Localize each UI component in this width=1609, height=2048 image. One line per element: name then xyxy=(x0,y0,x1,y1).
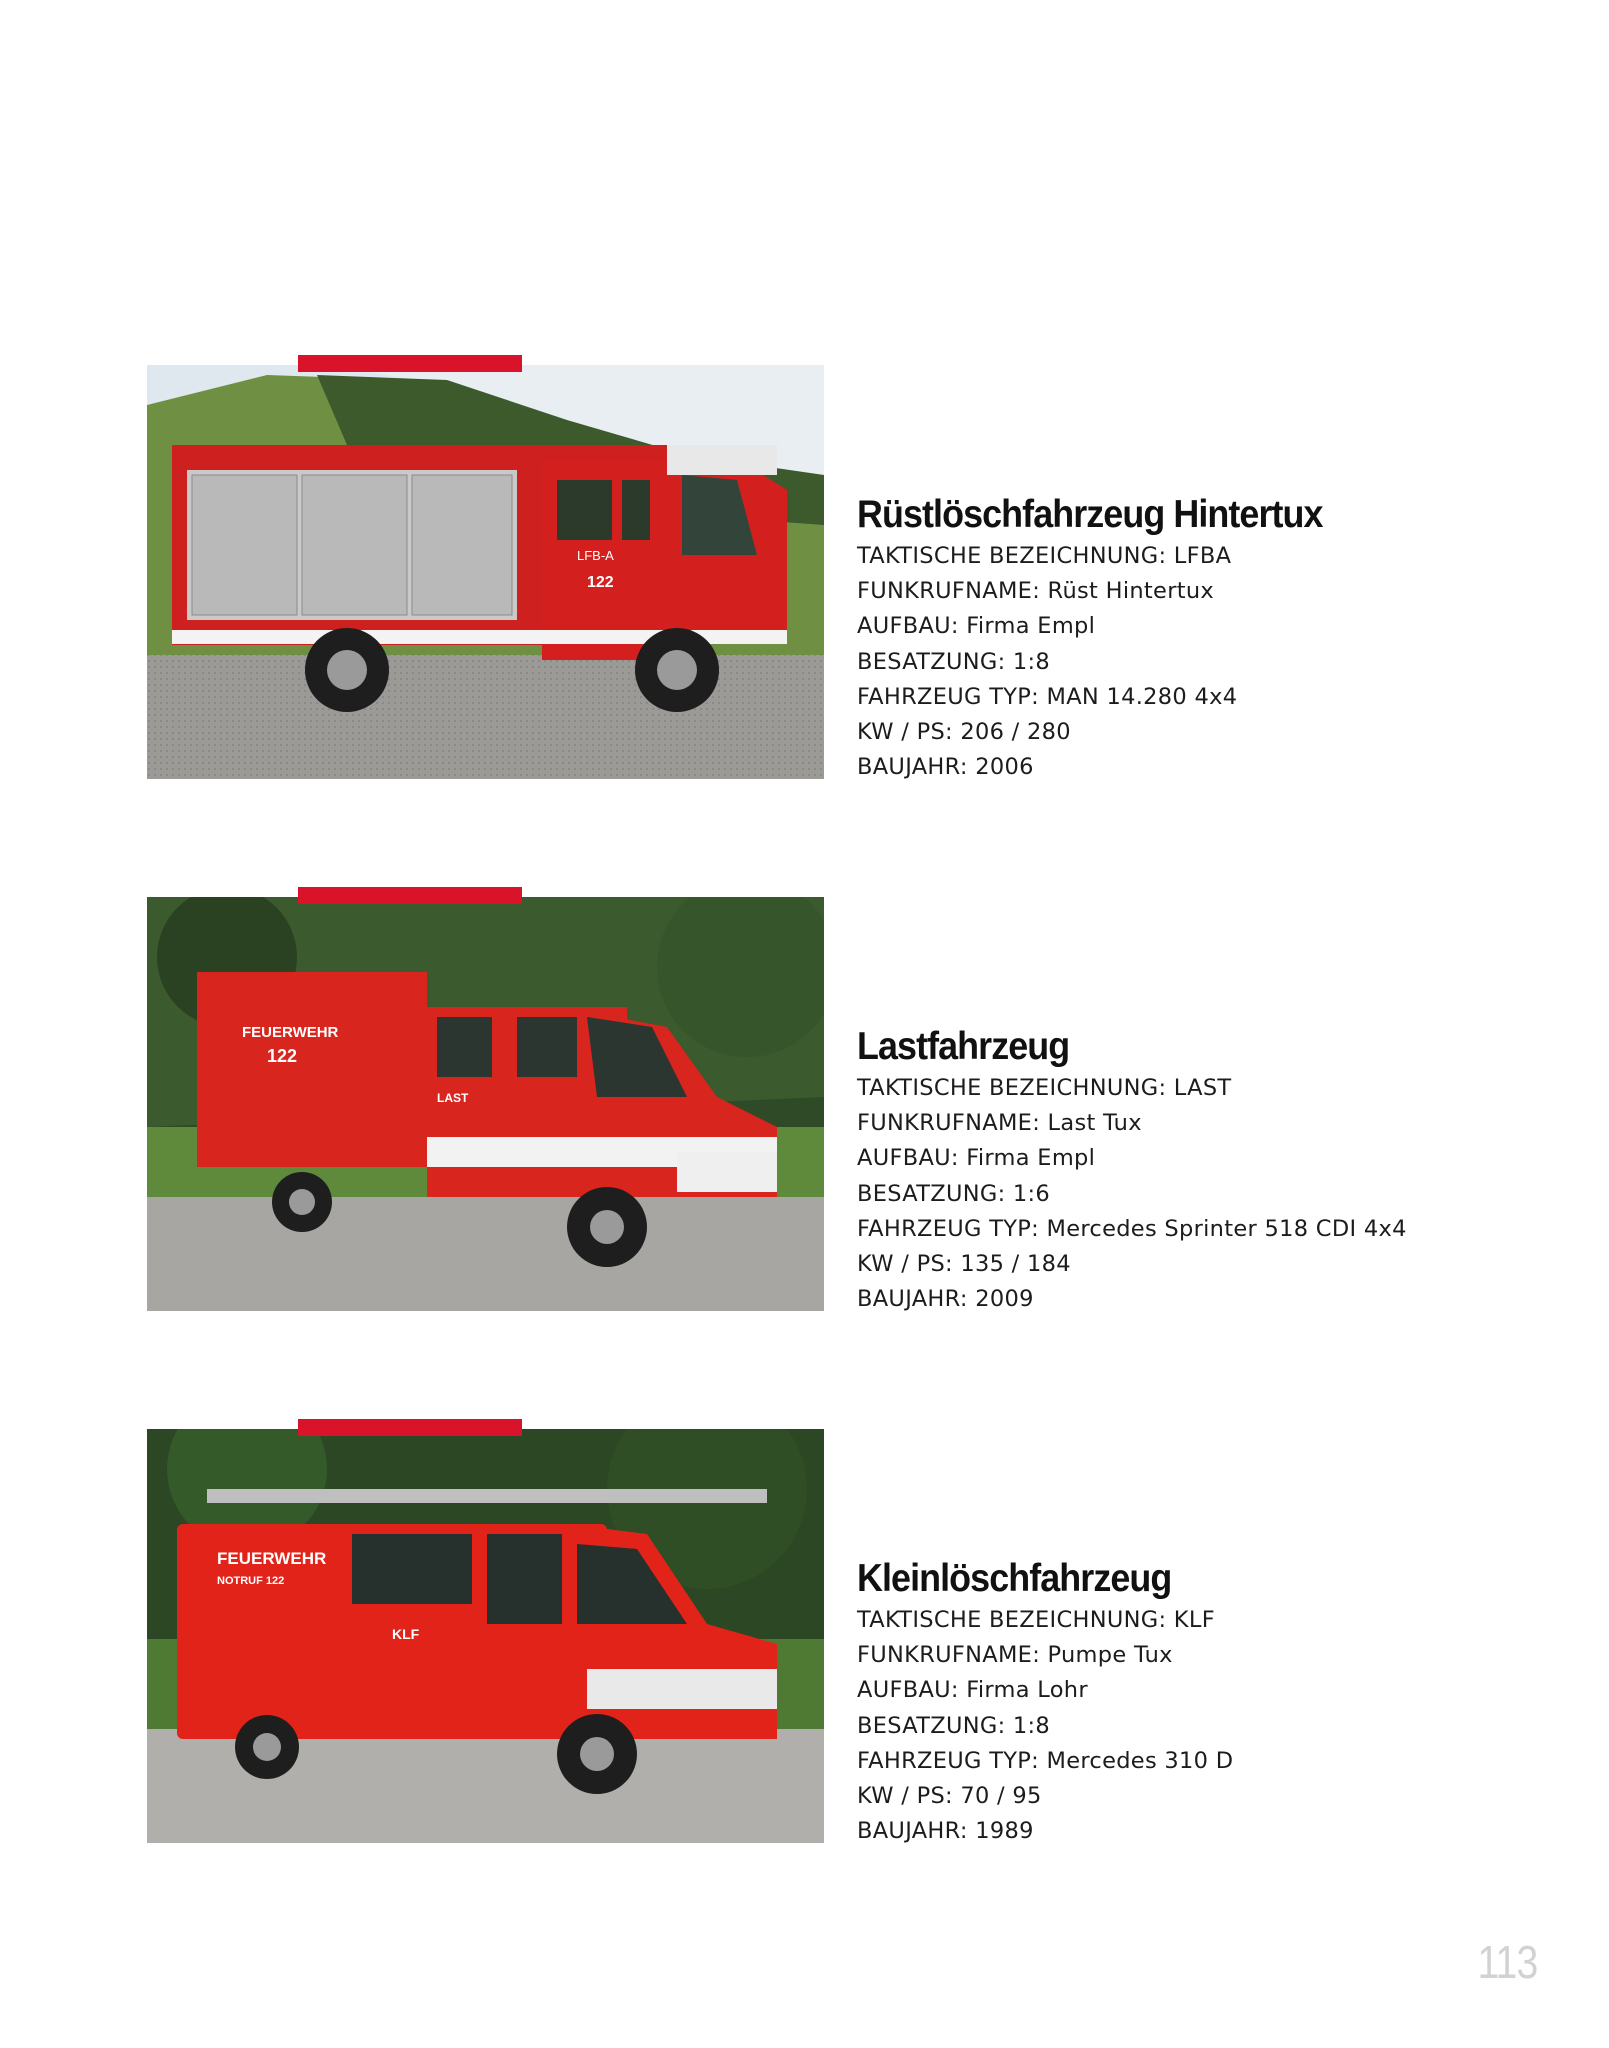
photo-text-last: LAST xyxy=(437,1091,469,1105)
vehicle-info-3 xyxy=(857,1557,1557,1849)
spec-besatzung: BESATZUNG: 1:8 xyxy=(857,648,1051,675)
vehicle-title: Kleinlöschfahrzeug xyxy=(857,1557,1172,1600)
spec-kw-ps: KW / PS: 135 / 184 xyxy=(857,1251,1071,1278)
spec-funkrufname: FUNKRUFNAME: Last Tux xyxy=(857,1110,1142,1137)
photo-text-lfba: LFB-A xyxy=(577,548,614,563)
photo-text-feuerwehr: FEUERWEHR xyxy=(242,1024,339,1041)
page-number: 113 xyxy=(1477,1936,1537,1988)
spec-aufbau: AUFBAU: Firma Empl xyxy=(857,613,1096,640)
photo-text-klf: KLF xyxy=(392,1626,420,1642)
photo-text-122: 122 xyxy=(267,1046,298,1066)
spec-fahrzeug-typ: FAHRZEUG TYP: Mercedes 310 D xyxy=(857,1747,1234,1774)
spec-aufbau: AUFBAU: Firma Empl xyxy=(857,1145,1096,1172)
spec-fahrzeug-typ: FAHRZEUG TYP: MAN 14.280 4x4 xyxy=(857,683,1238,710)
photo-text-122: 122 xyxy=(587,574,614,591)
vehicle-info-2 xyxy=(857,1025,1557,1317)
spec-baujahr: BAUJAHR: 1989 xyxy=(857,1818,1034,1845)
spec-kw-ps: KW / PS: 206 / 280 xyxy=(857,719,1071,746)
vehicle-entry-2 xyxy=(0,897,1609,1327)
spec-fahrzeug-typ: FAHRZEUG TYP: Mercedes Sprinter 518 CDI 4x4 xyxy=(857,1215,1407,1242)
spec-besatzung: BESATZUNG: 1:8 xyxy=(857,1712,1051,1739)
vehicle-photo-1 xyxy=(147,365,824,779)
vehicle-title: Lastfahrzeug xyxy=(857,1025,1070,1068)
spec-kw-ps: KW / PS: 70 / 95 xyxy=(857,1783,1042,1810)
photo-text-notruf: NOTRUF 122 xyxy=(217,1575,285,1587)
spec-besatzung: BESATZUNG: 1:6 xyxy=(857,1180,1051,1207)
vehicle-photo-3 xyxy=(147,1429,824,1843)
spec-aufbau: AUFBAU: Firma Lohr xyxy=(857,1677,1088,1704)
vehicle-entry-1 xyxy=(0,365,1609,795)
spec-funkrufname: FUNKRUFNAME: Rüst Hintertux xyxy=(857,578,1215,605)
vehicle-title: Rüstlöschfahrzeug Hintertux xyxy=(857,493,1323,536)
spec-taktische-bezeichnung: TAKTISCHE BEZEICHNUNG: KLF xyxy=(857,1607,1215,1633)
photo-text-feuerwehr: FEUERWEHR xyxy=(217,1549,327,1568)
vehicle-photo-2 xyxy=(147,897,824,1311)
vehicle-entry-3 xyxy=(0,1429,1609,1859)
spec-funkrufname: FUNKRUFNAME: Pumpe Tux xyxy=(857,1642,1173,1669)
spec-baujahr: BAUJAHR: 2006 xyxy=(857,754,1034,781)
accent-bar xyxy=(298,887,522,904)
spec-baujahr: BAUJAHR: 2009 xyxy=(857,1286,1034,1313)
accent-bar xyxy=(298,1419,522,1436)
spec-taktische-bezeichnung: TAKTISCHE BEZEICHNUNG: LAST xyxy=(857,1075,1232,1101)
spec-taktische-bezeichnung: TAKTISCHE BEZEICHNUNG: LFBA xyxy=(857,543,1232,569)
vehicle-info-1 xyxy=(857,493,1557,785)
accent-bar xyxy=(298,355,522,372)
